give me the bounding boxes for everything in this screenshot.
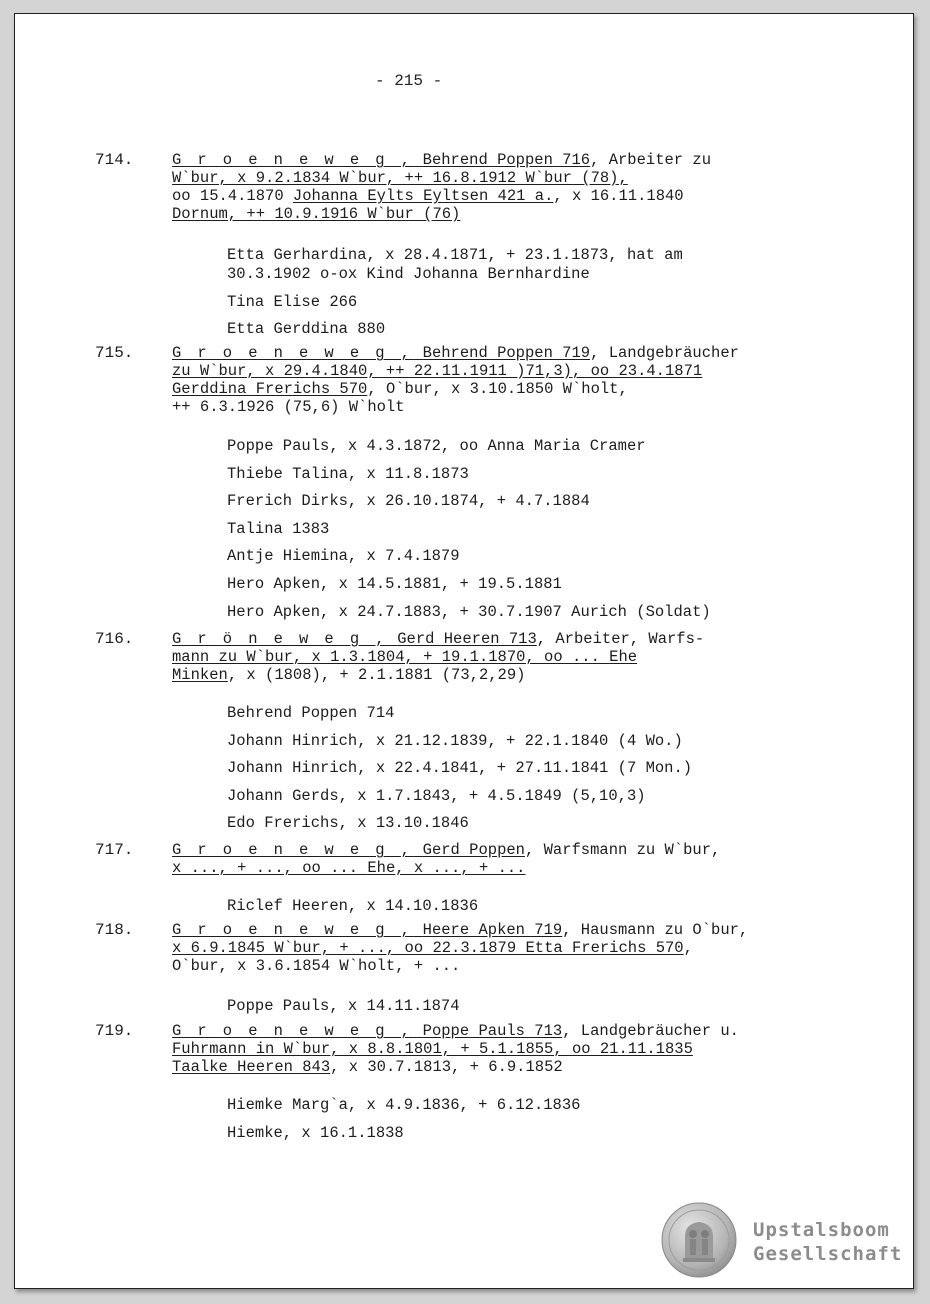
children-list (227, 245, 683, 347)
entry-number: 715. (95, 344, 134, 362)
surname: G r o e n e w e g , Poppe Pauls 713 (172, 1022, 563, 1040)
heading-line: W`bur, x 9.2.1834 W`bur, ++ 16.8.1912 W`bur (78), (172, 169, 628, 187)
society-seal-icon (661, 1202, 737, 1278)
child-item: Etta Gerddina 880 (227, 320, 386, 339)
surname: G r o e n e w e g , Gerd Poppen (172, 841, 525, 859)
heading-line: zu W`bur, x 29.4.1840, ++ 22.11.1911 )71,3), oo 23.4.1871 (172, 362, 703, 380)
surname: G r ö n e w e g , Gerd Heeren 713 (172, 630, 537, 648)
entry-number: 714. (95, 151, 134, 169)
child-item: 30.3.1902 o-ox Kind Johanna Bernhardine (227, 265, 590, 283)
children-list (227, 996, 460, 1024)
child-item: Hiemke, x 16.1.1838 (227, 1123, 404, 1142)
child-item: Hero Apken, x 24.7.1883, + 30.7.1907 Aurich (Soldat) (227, 602, 711, 621)
surname: G r o e n e w e g , Behrend Poppen 719 (172, 344, 591, 362)
spouse-name: Taalke Heeren 843 (172, 1058, 331, 1076)
spouse-name: Minken (172, 666, 228, 684)
heading-line: ++ 6.3.1926 (75,6) W`holt (172, 398, 405, 416)
child-item: Poppe Pauls, x 4.3.1872, oo Anna Maria Cramer (227, 437, 646, 455)
page-number: - 215 - (375, 72, 443, 90)
child-item: Hiemke Marg`a, x 4.9.1836, + 6.12.1836 (227, 1096, 581, 1114)
child-item: Hero Apken, x 14.5.1881, + 19.5.1881 (227, 574, 562, 593)
given-name: Heere Apken 719 (422, 921, 563, 939)
given-name: Gerd Heeren 713 (397, 630, 537, 648)
child-item: Frerich Dirks, x 26.10.1874, + 4.7.1884 (227, 492, 590, 511)
document-page (15, 14, 913, 1288)
child-item: Poppe Pauls, x 14.11.1874 (227, 997, 460, 1015)
children-list (227, 896, 478, 924)
child-item: Etta Gerhardina, x 28.4.1871, + 23.1.1873, hat am (227, 246, 683, 264)
child-item: Johann Hinrich, x 21.12.1839, + 22.1.1840 (4 Wo.) (227, 731, 683, 750)
society-name-line2: Gesellschaft (753, 1243, 903, 1265)
given-name: Poppe Pauls 713 (422, 1022, 563, 1040)
entry-number: 716. (95, 630, 134, 648)
spouse-name: Etta Frerichs 570 (525, 939, 684, 957)
society-logo-text (753, 1218, 902, 1266)
society-name-line1: Upstalsboom (753, 1219, 890, 1241)
child-item: Antje Hiemina, x 7.4.1879 (227, 547, 460, 566)
child-item: Tina Elise 266 (227, 292, 358, 311)
spouse-name: Ehe (609, 648, 638, 666)
entry-number: 719. (95, 1022, 134, 1040)
heading-line: Fuhrmann in W`bur, x 8.8.1801, + 5.1.1855, oo 21.11.1835 (172, 1040, 693, 1058)
entry-heading: G r o e n e w e g , Heere Apken 719, Hausmann zu O`bur, x 6.9.1845 W`bur, + ..., oo 22.3.1879 Etta Frerichs 570, O`bur, x 3.6.1854 W`holt, + ... (172, 921, 862, 975)
heading-line: O`bur, x 3.6.1854 W`holt, + ... (172, 957, 461, 975)
spouse-name: Johanna Eylts Eyltsen 421 a. (292, 187, 554, 205)
child-item: Talina 1383 (227, 519, 330, 538)
child-item: Thiebe Talina, x 11.8.1873 (227, 464, 469, 483)
children-list (227, 1095, 580, 1150)
child-item: Behrend Poppen 714 (227, 704, 395, 722)
child-item: Edo Frerichs, x 13.10.1846 (227, 814, 469, 833)
entry-heading: G r o e n e w e g , Gerd Poppen, Warfsmann zu W`bur, x ..., + ..., oo ... Ehe, x ..., + ... (172, 841, 721, 877)
child-item: Riclef Heeren, x 14.10.1836 (227, 897, 479, 915)
given-name: Behrend Poppen 719 (422, 344, 591, 362)
child-item: Johann Hinrich, x 22.4.1841, + 27.11.1841 (7 Mon.) (227, 759, 693, 778)
entry-number: 718. (95, 921, 134, 939)
children-list (227, 436, 711, 629)
entry-heading: G r ö n e w e g , Gerd Heeren 713, Arbeiter, Warfs- mann zu W`bur, x 1.3.1804, + 19.1.1870, oo ... Ehe Minken, x (1808), + 2.1.1881 (73,2,29) (172, 630, 705, 684)
document-page-frame (14, 13, 914, 1289)
spouse-name: Ehe (367, 859, 396, 877)
surname: G r o e n e w e g , Heere Apken 719 (172, 921, 563, 939)
entry-heading: G r o e n e w e g , Behrend Poppen 716, Arbeiter zu W`bur, x 9.2.1834 W`bur, ++ 16.8.1912 W`bur (78), oo 15.4.1870 Johanna Eylts Eyltsen 421 a., x 16.11.1840 Dornum, ++ 10.9.1916 W`bur (76) (172, 151, 862, 223)
entry-number: 717. (95, 841, 134, 859)
heading-line: Dornum, ++ 10.9.1916 W`bur (76) (172, 205, 461, 223)
entry-heading: G r o e n e w e g , Behrend Poppen 719, Landgebräucher zu W`bur, x 29.4.1840, ++ 22.11.1911 )71,3), oo 23.4.1871 Gerddina Frerichs 570, O`bur, x 3.10.1850 W`holt, ++ 6.3.1926 (75,6) W`holt (172, 344, 862, 416)
entry-heading: G r o e n e w e g , Poppe Pauls 713, Landgebräucher u. Fuhrmann in W`bur, x 8.8.1801, + 5.1.1855, oo 21.11.1835 Taalke Heeren 843, x 30.7.1813, + 6.9.1852 (172, 1022, 862, 1076)
given-name: Gerd Poppen (422, 841, 525, 859)
child-item: Johann Gerds, x 1.7.1843, + 4.5.1849 (5,10,3) (227, 786, 646, 805)
spouse-name: Gerddina Frerichs 570 (172, 380, 368, 398)
given-name: Behrend Poppen 716 (422, 151, 591, 169)
children-list (227, 703, 692, 841)
surname: G r o e n e w e g , Behrend Poppen 716 (172, 151, 591, 169)
